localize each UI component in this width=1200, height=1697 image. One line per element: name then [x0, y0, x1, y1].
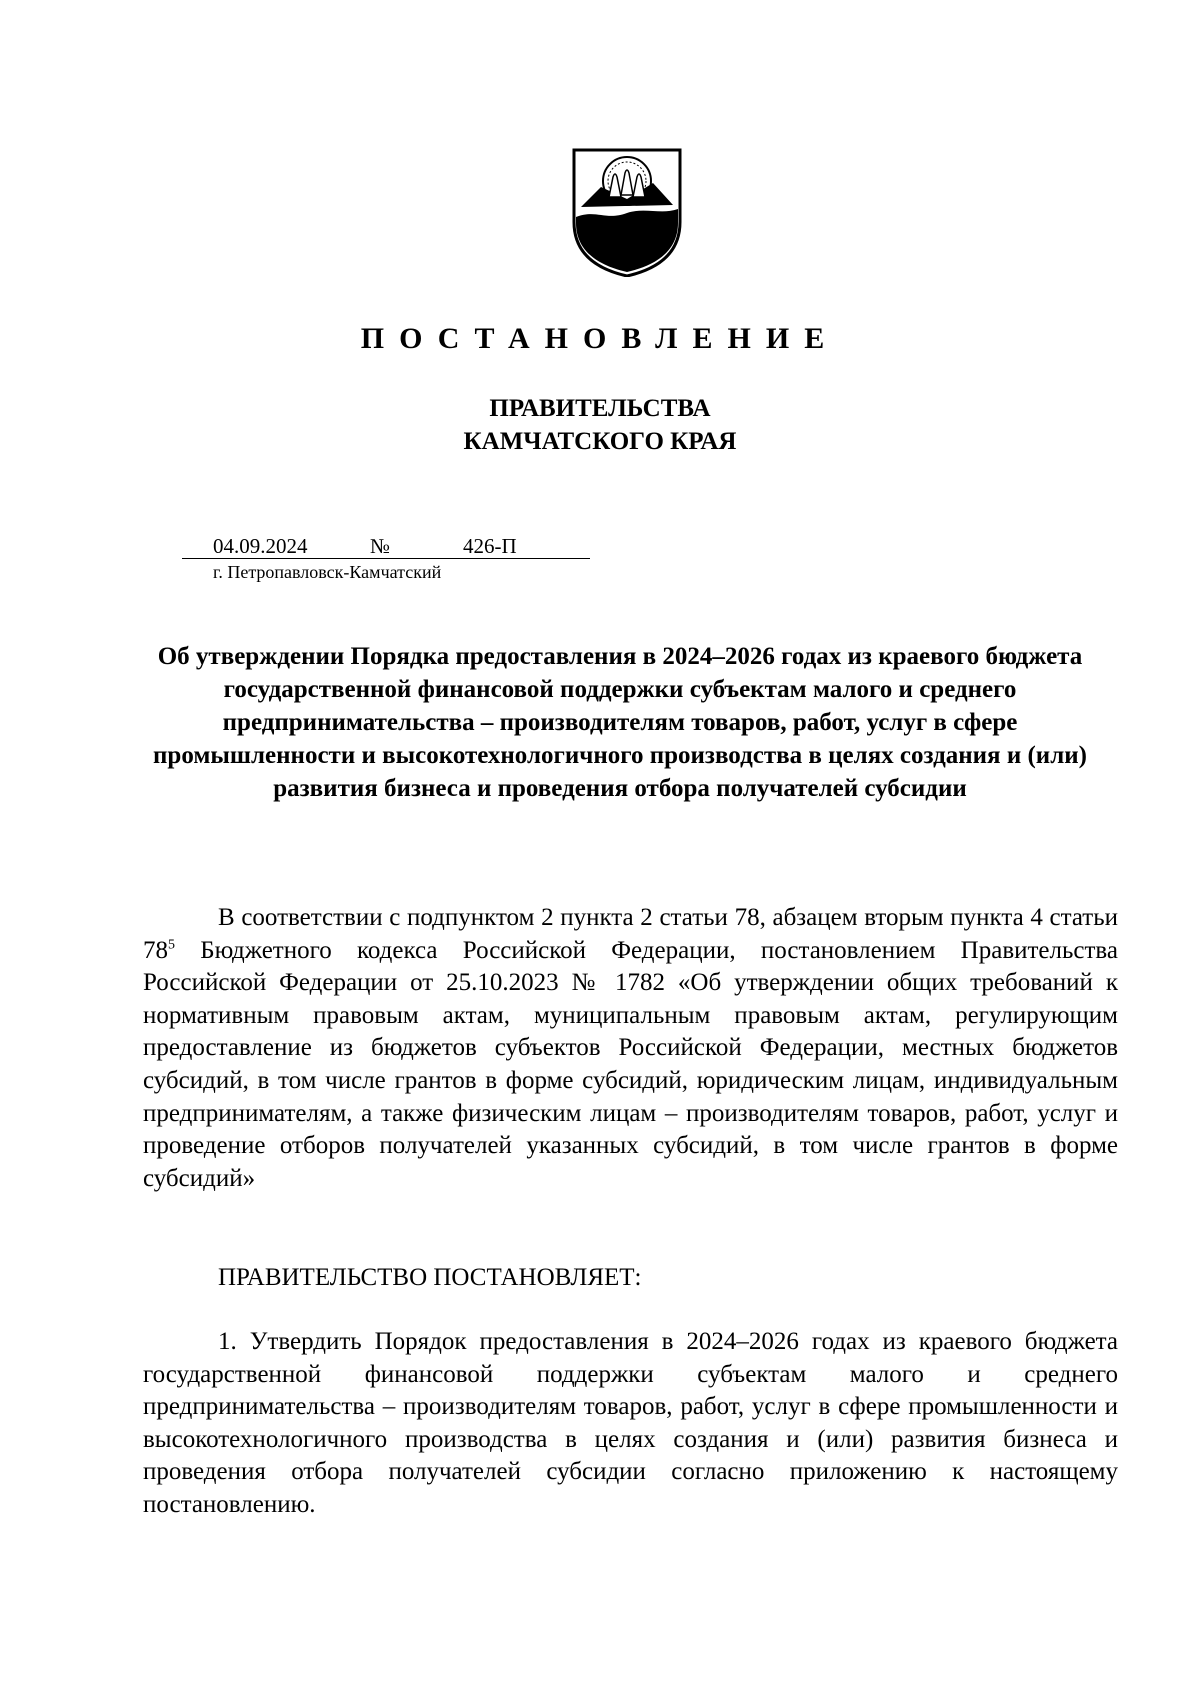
issuing-authority	[0, 392, 1200, 458]
item-1-paragraph: 1. Утвердить Порядок предоставления в 2024–2026 годах из краевого бюджета государственной финансовой поддержки субъектам малого и среднего предпринимательства – производителям товаров, работ, услуг в сфере промышленности и высокотехнологичного производства в целях создания и (или) развития бизнеса и проведения отбора получателей субсидии согласно приложению к настоящему постановлению.	[143, 1328, 1118, 1518]
document-title: Об утверждении Порядка предоставления в 2024–2026 годах из краевого бюджета государственной финансовой поддержки субъектам малого и среднего предпринимательства – производителям товаров, работ, услуг в сфере промышленности и высокотехнологичного производства в целях создания и (или) развития бизнеса и проведения отбора получателей субсидии	[153, 643, 1087, 802]
preamble-paragraph	[143, 902, 1118, 1195]
resolution-heading: ПРАВИТЕЛЬСТВО ПОСТАНОВЛЯЕТ:	[218, 1264, 642, 1291]
document-type: ПОСТАНОВЛЕНИЕ	[360, 322, 840, 355]
preamble-part-1: В соответствии с подпунктом 2 пункта 2 статьи 78, абзацем вторым пункта 4 статьи 78	[143, 904, 1118, 964]
preamble-part-2: Бюджетного кодекса Российской Федерации, постановлением Правительства Российской Федерации от 25.10.2023 № 1782 «Об утверждении общих требований к нормативным правовым актам, муниципальным правовым актам, регулирующим предоставление из бюджетов субъектов Российской Федерации, местных бюджетов субсидий, в том числе грантов в форме субсидий, юридическим лицам, индивидуальным предпринимателям, а также физическим лицам – производителям товаров, работ, услуг и проведение отборов получателей указанных субсидий, в том числе грантов в форме субсидий»	[143, 936, 1118, 1192]
article-superscript: 5	[168, 937, 175, 953]
document-city: г. Петропавловск-Камчатский	[213, 562, 442, 582]
number-sign: №	[370, 534, 391, 558]
coat-of-arms-icon	[571, 147, 683, 277]
date-number-underline	[182, 558, 590, 559]
authority-line-2: КАМЧАТСКОГО КРАЯ	[463, 428, 737, 455]
document-date: 04.09.2024	[213, 534, 308, 558]
authority-line-1: ПРАВИТЕЛЬСТВА	[489, 395, 711, 422]
document-number: 426-П	[463, 534, 517, 558]
